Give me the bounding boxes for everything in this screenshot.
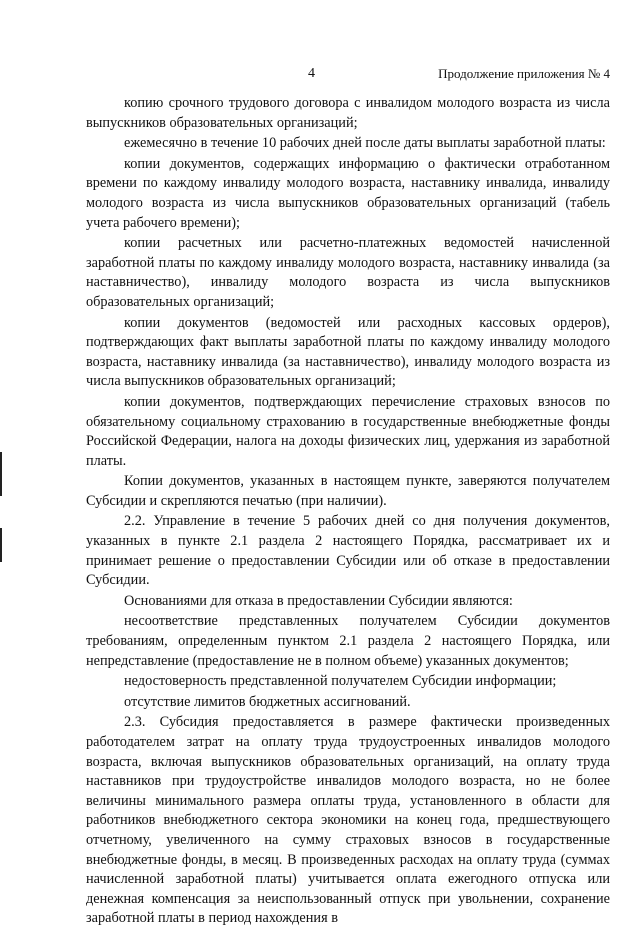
paragraph: Копии документов, указанных в настоящем пункте, заверяются получателем Субсидии и скрепляются печатью (при наличии). bbox=[86, 473, 610, 509]
paragraph: копию срочного трудового договора с инвалидом молодого возраста из числа выпускников образовательных организаций; bbox=[86, 95, 610, 131]
paragraph: несоответствие представленных получателем Субсидии документов требованиям, определенным пунктом 2.1 раздела 2 настоящего Порядка, или непредставление (предоставление не в полном объеме) указанных документов; bbox=[86, 613, 610, 669]
scan-edge-mark bbox=[0, 452, 2, 496]
paragraph: недостоверность представленной получателем Субсидии информации; bbox=[124, 673, 557, 690]
section-2-3: 2.3. Субсидия предоставляется в размере фактически произведенных работодателем затрат на оплату труда трудоустроенных инвалидов молодого возраста, включая выпускников образовательных организаций, на оплату труда наставников при трудоустройстве инвалидов молодого возраста, но не более величины минимального размера оплаты труда, установленного в области для работников внебюджетного сектора экономики на конец года, предшествующего отчетному, увеличенного на сумму страховых взносов в государственные внебюджетные фонды, в месяц. В произведенных расходах на оплату труда (суммах начисленной заработной платы) учитывается оплата ежегодного отпуска или денежная компенсация за неиспользованный отпуск при увольнении, сохранение заработной платы в период нахождения в bbox=[86, 714, 610, 927]
paragraph: копии документов, содержащих информацию о фактически отработанном времени по каждому инвалиду молодого возраста, наставнику инвалида, инвалиду молодого возраста из числа выпускников образовательных организаций (табель учета рабочего времени); bbox=[86, 155, 610, 231]
paragraph: отсутствие лимитов бюджетных ассигнований. bbox=[124, 693, 411, 710]
paragraph: ежемесячно в течение 10 рабочих дней после даты выплаты заработной платы: bbox=[124, 135, 606, 152]
paragraph: копии документов, подтверждающих перечисление страховых взносов по обязательному социальному страхованию в государственные внебюджетные фонды Российской Федерации, налога на доходы физических лиц, удержания из заработной платы. bbox=[86, 393, 610, 469]
scan-edge-mark bbox=[0, 528, 2, 562]
document-body bbox=[86, 94, 610, 930]
paragraph: копии документов (ведомостей или расходных кассовых ордеров), подтверждающих факт выплаты заработной платы по каждому инвалиду молодого возраста, наставнику инвалида (за наставничество), инвалиду молодого возраста из числа выпускников образовательных организаций; bbox=[86, 314, 610, 390]
paragraph: копии расчетных или расчетно-платежных ведомостей начисленной заработной платы по каждому инвалиду молодого возраста, наставнику инвалида (за наставничество), инвалиду молодого возраста из числа выпускников образовательных организаций; bbox=[86, 235, 610, 310]
paragraph: Основаниями для отказа в предоставлении Субсидии являются: bbox=[124, 592, 513, 609]
appendix-continuation-label: Продолжение приложения № 4 bbox=[438, 66, 610, 81]
page-number: 4 bbox=[308, 66, 315, 81]
section-2-2: 2.2. Управление в течение 5 рабочих дней со дня получения документов, указанных в пункте 2.1 раздела 2 настоящего Порядка, рассматривает их и принимает решение о предоставлении Субсидии или об отказе в предоставлении Субсидии. bbox=[86, 513, 610, 589]
